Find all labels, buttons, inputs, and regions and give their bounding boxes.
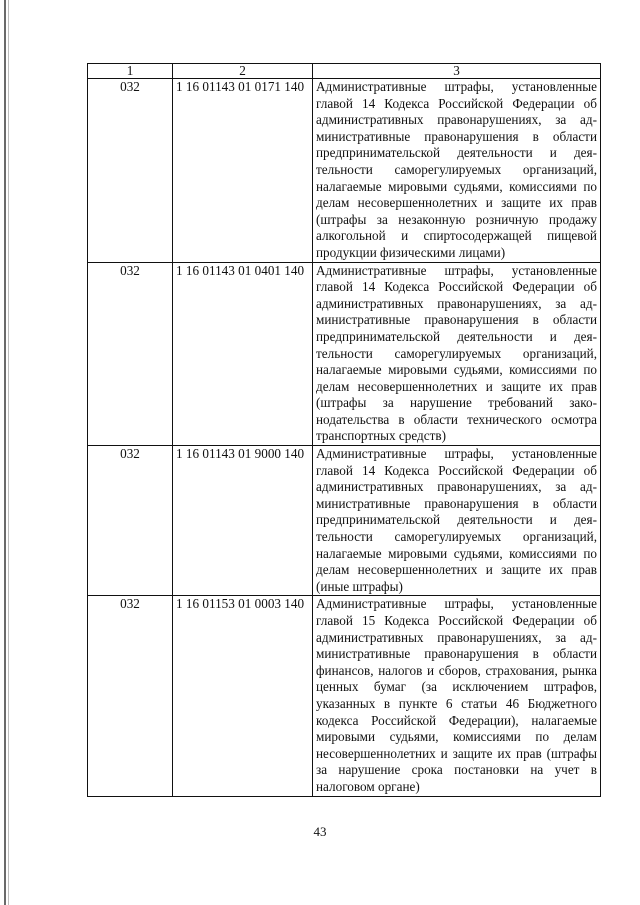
admin-code-cell: 032 xyxy=(88,596,173,796)
income-description-cell: Административные штрафы, установленные главой 14 Кодекса Российской Федерации об административных правонарушениях, за административные правонарушения в области предпринимательской деятельности и деятельности саморегулируемых организаций, налагаемые мировыми судьями, комиссиями по делам несовершеннолетних и защите их прав (иные штрафы) xyxy=(313,446,601,596)
budget-classification-code-cell: 1 16 01143 01 9000 140 xyxy=(173,446,313,596)
admin-code-cell: 032 xyxy=(88,446,173,596)
budget-classification-code-cell: 1 16 01153 01 0003 140 xyxy=(173,596,313,796)
income-description-cell: Административные штрафы, установленные главой 14 Кодекса Российской Федерации об административных правонарушениях, за административные правонарушения в области предпринимательской деятельности и деятельности саморегулируемых организаций, налагаемые мировыми судьями, комиссиями по делам несовершеннолетних и защите их прав (штрафы за нарушение требований законодательства в области технического осмотра транспортных средств) xyxy=(313,262,601,446)
scan-edge-line xyxy=(4,0,6,905)
budget-classification-code-cell: 1 16 01143 01 0401 140 xyxy=(173,262,313,446)
column-header-2: 2 xyxy=(173,64,313,79)
table-row xyxy=(88,262,601,446)
income-description-cell: Административные штрафы, установленные главой 15 Кодекса Российской Федерации об административных правонарушениях, за административные правонарушения в области финансов, налогов и сборов, страхования, рынка ценных бумаг (за исключением штрафов, указанных в пункте 6 статьи 46 Бюджетного кодекса Российской Федерации), налагаемые мировыми судьями, комиссиями по делам несовершеннолетних и защите их прав (штрафы за нарушение срока постановки на учет в налоговом органе) xyxy=(313,596,601,796)
column-header-1: 1 xyxy=(88,64,173,79)
income-description-cell: Административные штрафы, установленные главой 14 Кодекса Российской Федерации об административных правонарушениях, за административные правонарушения в области предпринимательской деятельности и деятельности саморегулируемых организаций, налагаемые мировыми судьями, комиссиями по делам несовершеннолетних и защите их прав (штрафы за незаконную розничную продажу алкогольной и спиртосодержащей пищевой продукции физическими лицами) xyxy=(313,79,601,263)
page-number: 43 xyxy=(313,824,327,839)
table-row xyxy=(88,596,601,796)
budget-codes-table xyxy=(87,63,601,797)
table-header-row xyxy=(88,64,601,79)
table-row xyxy=(88,446,601,596)
budget-classification-code-cell: 1 16 01143 01 0171 140 xyxy=(173,79,313,263)
scan-edge-shadow xyxy=(8,0,9,905)
column-header-3: 3 xyxy=(313,64,601,79)
admin-code-cell: 032 xyxy=(88,262,173,446)
table-row xyxy=(88,79,601,263)
admin-code-cell: 032 xyxy=(88,79,173,263)
